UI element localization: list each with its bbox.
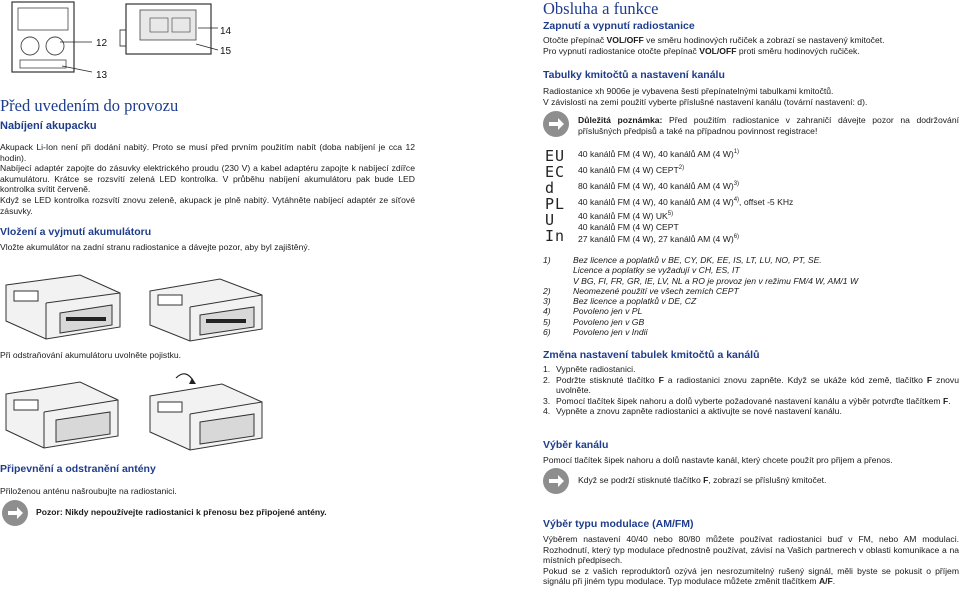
channel-select-note: Když se podrží stisknuté tlačítko F, zobrazí se příslušný kmitočet. xyxy=(578,475,827,485)
charging-paragraph-3: Když se LED kontrolka rozsvítí znovu zeleně, akupack je plně nabitý. Vytáhněte nabíjecí adaptér ze síťové zásuvky. xyxy=(0,194,415,216)
heading-modulation: Výběr typu modulace (AM/FM) xyxy=(543,518,694,530)
change-steps xyxy=(543,364,959,417)
callout-15: 15 xyxy=(220,46,232,57)
power-on-text: Otočte přepínač VOL/OFF ve směru hodinových ručiček a zobrazí se nastavený kmitočet. xyxy=(543,35,885,45)
channel-row: 40 kanálů FM (4 W), 40 kanálů AM (4 W)$^{4)}$, offset -5 KHz xyxy=(578,197,794,207)
heading-power: Zapnutí a vypnutí radiostanice xyxy=(543,20,695,32)
footnote: 3) Bez licence a poplatků v DE, CZ xyxy=(543,296,697,307)
modulation-paragraph-1: Výběrem nastavení 40/40 nebo 80/80 můžete používat radiostanici buď v FM, nebo AM modulaci. Rozhodnutí, který typ modulace přednostně používat, závisí na Vašich partnerech v oblasti komunikace a na místních předpisech. xyxy=(543,534,959,566)
footnote: 1) Bez licence a poplatků v BE, CY, DK, EE, IS, LT, LU, NO, PT, SE. xyxy=(543,255,822,265)
heading-charging: Nabíjení akupacku xyxy=(0,120,97,132)
country-code: EU xyxy=(545,147,566,165)
note-arrow-icon xyxy=(543,111,569,137)
battery-remove-text: Při odstraňování akumulátoru uvolněte pojistku. xyxy=(0,350,182,360)
modulation-text xyxy=(543,534,959,587)
country-code: EC xyxy=(545,163,566,181)
frequency-tables-p1: Radiostanice xh 9006e je vybavena šesti přepínatelnými tabulkami kmitočtů. xyxy=(543,86,834,96)
section-title-operation: Obsluha a funkce xyxy=(543,0,659,18)
country-code: d xyxy=(545,179,556,197)
footnote-line: Licence a poplatky se vyžadují v CH, ES, IT xyxy=(573,265,740,276)
channel-row: 40 kanálů FM (4 W) CEPT$^{2)}$ xyxy=(578,165,685,175)
channel-select-text: Pomocí tlačítek šipek nahoru a dolů nastavte kanál, který chcete použít pro přijem a přenos. xyxy=(543,455,893,465)
step: 4. Vypněte a znovu zapněte radiostanici a aktivujte se nové nastavení kanálu. xyxy=(543,406,842,417)
footnote-line: V BG, FI, FR, GR, IE, LV, NL a RO je provoz jen v režimu FM/4 W, AM/1 W xyxy=(573,275,859,286)
country-code: In xyxy=(545,227,566,245)
power-text xyxy=(543,35,959,56)
footnotes xyxy=(543,255,959,337)
step: 1. Vypněte radiostanici. xyxy=(543,364,636,374)
channel-row: 80 kanálů FM (4 W), 40 kanálů AM (4 W)$^{3)}$ xyxy=(578,181,740,191)
charging-paragraph-2: Nabíjecí adaptér zapojte do zásuvky elektrického proudu (230 V) a kabel adaptéru zapojte k nabíjecí zdířce akumulátoru. Krátce se rozsvítí zelená LED kontrolka. V průběhu nabíjení akumulátoru pak bude LED kontrolka svítit červeně. xyxy=(0,163,415,195)
channel-row: 40 kanálů FM (4 W), 40 kanálů AM (4 W)$^{1)}$ xyxy=(578,149,740,159)
power-off-text: Pro vypnutí radiostanice otočte přepínač VOL/OFF proti směru hodinových ručiček. xyxy=(543,45,860,56)
heading-frequency-tables: Tabulky kmitočtů a nastavení kanálu xyxy=(543,69,725,81)
device-top-view-figure xyxy=(0,0,240,85)
modulation-paragraph-2: Pokud se z vašich reproduktorů ozývá jen nesrozumitelný rušený signál, měli byste se pokusit o příjem signálu při jiném typu modulace. Typ modulace můžete změnit tlačítkem A/F. xyxy=(543,565,959,587)
footnote: 4) Povoleno jen v PL xyxy=(543,306,643,317)
step: 2. Podržte stisknuté tlačítko F a radiostanici znovu zapněte. Když se ukáže kód země, tlačítko F znovu uvolněte. xyxy=(543,374,959,396)
note-arrow-icon xyxy=(2,500,28,526)
battery-insert-text: Vložte akumulátor na zadní stranu radiostanice a dávejte pozor, aby byl zajištěný. xyxy=(0,242,311,252)
heading-antenna: Připevnění a odstranění antény xyxy=(0,463,156,475)
section-title-before-use: Před uvedením do provozu xyxy=(0,96,179,115)
callout-14: 14 xyxy=(220,26,232,37)
country-code: U xyxy=(545,211,556,229)
note-arrow-icon xyxy=(543,468,569,494)
callout-13: 13 xyxy=(96,70,108,81)
country-code-column xyxy=(545,149,569,245)
step: 3. Pomocí tlačítek šipek nahoru a dolů vyberte požadované nastavení kanálu a výběr potvrďte tlačítkem F. xyxy=(543,395,951,406)
heading-battery: Vložení a vyjmutí akumulátoru xyxy=(0,226,152,238)
antenna-text: Přiloženou anténu našroubujte na radiostanici. xyxy=(0,486,177,496)
callout-12: 12 xyxy=(96,38,108,49)
channel-row: 27 kanálů FM (4 W), 27 kanálů AM (4 W)$^{6)}$ xyxy=(578,234,740,244)
footnote: 5) Povoleno jen v GB xyxy=(543,316,645,327)
channel-row: 40 kanálů FM (4 W) UK$^{5)}$ xyxy=(578,211,674,221)
antenna-warning: Pozor: Nikdy nepoužívejte radiostanici k přenosu bez připojené antény. xyxy=(36,507,327,517)
country-code: PL xyxy=(545,195,566,213)
channel-row: 40 kanálů FM (4 W) CEPT xyxy=(578,222,679,232)
frequency-tables-p2: V závislosti na zemi použití vyberte příslušné nastavení kanálu (tovární nastavení: d). xyxy=(543,96,868,107)
footnote: 6) Povoleno jen v Indii xyxy=(543,327,648,338)
heading-change-settings: Změna nastavení tabulek kmitočtů a kanálů xyxy=(543,349,760,361)
important-note: Důležitá poznámka: Před použitím radiostanice v zahraničí dávejte pozor na dodržování příslušných předpisů a také na případnou povinnost registrace! xyxy=(578,115,959,136)
footnote: 2) Neomezené použití ve všech zemích CEPT xyxy=(543,285,739,296)
charging-text xyxy=(0,142,415,216)
battery-remove-figure xyxy=(0,364,280,454)
charging-paragraph-1: Akupack Li-Ion není při dodání nabitý. Proto se musí před prvním použitím nabít (doba nabíjení je cca 12 hodin). xyxy=(0,142,415,163)
frequency-tables-intro xyxy=(543,86,959,107)
heading-channel-select: Výběr kanálu xyxy=(543,439,609,451)
battery-insert-figure xyxy=(0,265,280,345)
